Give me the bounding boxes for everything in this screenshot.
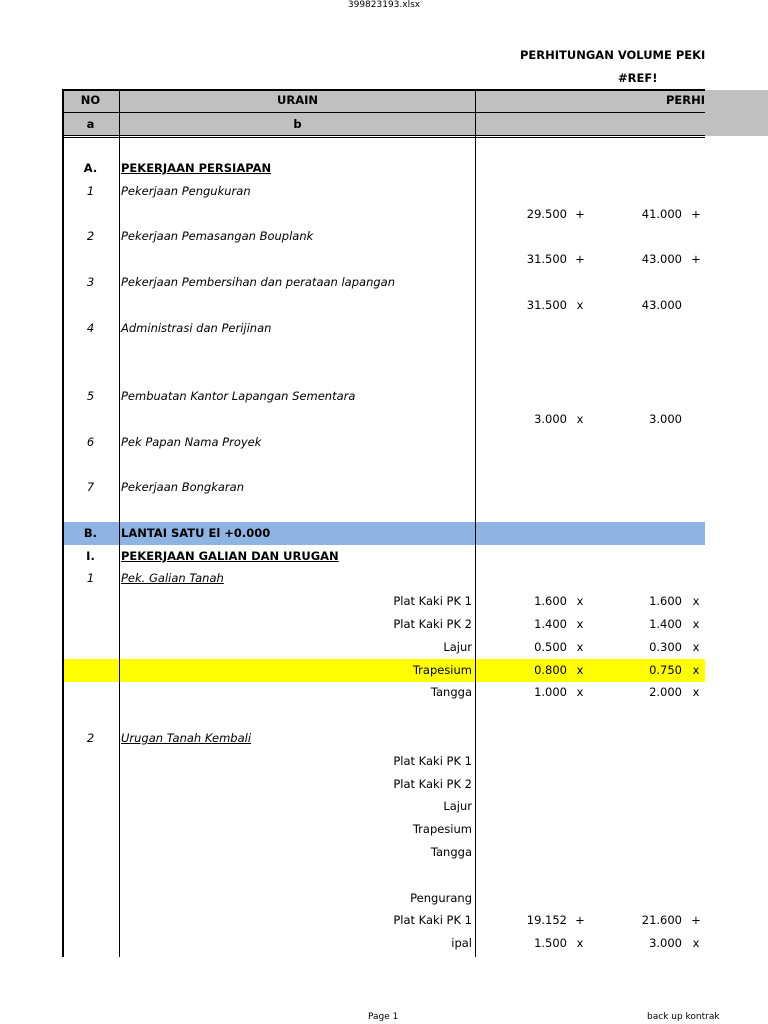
row-number-cell: 2 (86, 229, 95, 244)
operator-cell: x (692, 685, 700, 700)
operator-cell: x (576, 639, 584, 654)
description-cell: ipal (451, 936, 472, 951)
description-cell: Pekerjaan Bongkaran (121, 480, 244, 495)
document-title: PERHITUNGAN VOLUME PEKI (520, 48, 706, 62)
header-bottom-border (62, 135, 705, 136)
description-cell: Pengurang (410, 890, 472, 905)
value-cell: 43.000 (641, 297, 682, 312)
operator-cell: + (691, 206, 701, 221)
file-name-header: 399823193.xlsx (347, 0, 421, 10)
table-row (62, 476, 705, 499)
table-row (62, 704, 705, 727)
table-row (62, 499, 705, 522)
table-row (62, 590, 705, 613)
row-number-cell: B. (83, 525, 98, 540)
description-cell: LANTAI SATU El +0.000 (121, 525, 271, 540)
header-no-cell: NO (62, 89, 119, 112)
value-cell: 3.000 (649, 936, 682, 951)
header-overflow-block (704, 90, 768, 136)
table-row (62, 864, 705, 887)
col-divider-urain (475, 89, 476, 957)
row-number-cell: 5 (86, 389, 95, 403)
spreadsheet-table (62, 89, 705, 957)
table-row (62, 727, 705, 750)
operator-cell: + (691, 252, 701, 267)
description-cell: Pekerjaan Pembersihan dan perataan lapangan (121, 275, 395, 289)
table-row (62, 636, 705, 659)
table-row (62, 180, 705, 203)
value-cell: 3.000 (534, 411, 567, 426)
operator-cell: x (692, 662, 700, 677)
value-cell: 1.000 (534, 685, 567, 700)
row-number-cell: 6 (86, 434, 95, 449)
operator-cell: x (576, 411, 584, 426)
row-number-cell: I. (86, 548, 95, 563)
table-row (62, 887, 705, 910)
description-cell: Trapesium (412, 822, 472, 837)
operator-cell: x (692, 936, 700, 951)
header-double-border (62, 137, 705, 138)
description-cell: Pek. Galian Tanah (121, 571, 224, 586)
table-row (62, 317, 705, 340)
value-cell: 1.500 (534, 936, 567, 951)
col-divider-no (119, 89, 120, 957)
table-row (62, 773, 705, 796)
value-cell: 1.400 (649, 617, 682, 631)
operator-cell: x (692, 594, 700, 609)
table-row (62, 932, 705, 955)
value-cell: 1.600 (534, 594, 567, 609)
row-number-cell: 1 (86, 571, 95, 586)
table-row (62, 681, 705, 704)
table-row (62, 818, 705, 841)
value-cell: 1.400 (534, 617, 567, 631)
row-number-cell: 7 (86, 480, 95, 495)
operator-cell: x (576, 685, 584, 700)
description-cell: Plat Kaki PK 1 (393, 753, 472, 768)
description-cell: Lajur (443, 639, 472, 654)
table-row (62, 567, 705, 590)
description-cell: Pek Papan Nama Proyek (121, 434, 262, 449)
row-number-cell: A. (83, 161, 98, 175)
description-cell: Plat Kaki PK 1 (393, 913, 472, 928)
row-number-cell: 2 (86, 731, 95, 745)
header-perh-cell: PERHI (476, 89, 705, 112)
table-row (62, 431, 705, 454)
table-row (62, 248, 705, 271)
operator-cell: x (692, 617, 700, 631)
table-row (62, 659, 705, 682)
description-cell: Lajur (443, 799, 472, 814)
table-row (62, 157, 705, 180)
operator-cell: x (576, 617, 584, 631)
description-cell: PEKERJAAN GALIAN DAN URUGAN (121, 548, 339, 563)
table-row (62, 750, 705, 773)
header-no-sub-cell: a (62, 113, 119, 135)
operator-cell: + (575, 206, 585, 221)
table-row (62, 203, 705, 226)
value-cell: 0.300 (649, 639, 682, 654)
row-number-cell: 1 (86, 183, 95, 198)
table-row (62, 795, 705, 818)
value-cell: 31.500 (526, 297, 567, 312)
description-cell: Plat Kaki PK 2 (393, 776, 472, 791)
description-cell: Trapesium (412, 662, 472, 677)
value-cell: 19.152 (526, 913, 567, 928)
table-row (62, 339, 705, 362)
description-cell: Plat Kaki PK 2 (393, 617, 472, 631)
table-row (62, 271, 705, 294)
description-cell: Plat Kaki PK 1 (393, 594, 472, 609)
table-row (62, 522, 705, 545)
document-subtitle: #REF! (618, 71, 658, 85)
description-cell: PEKERJAAN PERSIAPAN (121, 161, 272, 175)
operator-cell: x (576, 936, 584, 951)
description-cell: Urugan Tanah Kembali (121, 731, 252, 745)
value-cell: 31.500 (526, 252, 567, 267)
header-perh-sub-cell (476, 113, 705, 135)
page-number: Page 1 (368, 1012, 399, 1022)
operator-cell: + (575, 913, 585, 928)
value-cell: 0.800 (534, 662, 567, 677)
table-row (62, 545, 705, 568)
table-row (62, 362, 705, 385)
value-cell: 21.600 (641, 913, 682, 928)
description-cell: Administrasi dan Perijinan (121, 320, 272, 335)
header-divider (62, 112, 705, 113)
left-border (62, 89, 64, 957)
value-cell: 43.000 (641, 252, 682, 267)
header-urain-sub-cell: b (120, 113, 475, 135)
table-row (62, 613, 705, 636)
value-cell: 2.000 (649, 685, 682, 700)
description-cell: Pekerjaan Pemasangan Bouplank (121, 229, 314, 244)
value-cell: 0.750 (649, 662, 682, 677)
sheet-name: back up kontrak (647, 1012, 720, 1022)
header-urain-cell: URAIN (120, 89, 475, 112)
operator-cell: + (691, 913, 701, 928)
top-border (62, 89, 705, 91)
table-row (62, 385, 705, 408)
operator-cell: x (576, 594, 584, 609)
operator-cell: x (692, 639, 700, 654)
table-row (62, 841, 705, 864)
description-cell: Tangga (430, 845, 472, 859)
table-row (62, 909, 705, 932)
operator-cell: x (576, 297, 584, 312)
table-row (62, 453, 705, 476)
table-row (62, 225, 705, 248)
value-cell: 41.000 (641, 206, 682, 221)
row-number-cell: 3 (86, 275, 95, 289)
value-cell: 0.500 (534, 639, 567, 654)
row-number-cell: 4 (86, 320, 95, 335)
value-cell: 1.600 (649, 594, 682, 609)
description-cell: Tangga (430, 685, 472, 700)
operator-cell: + (575, 252, 585, 267)
description-cell: Pembuatan Kantor Lapangan Sementara (121, 389, 356, 403)
value-cell: 29.500 (526, 206, 567, 221)
table-row (62, 294, 705, 317)
operator-cell: x (576, 662, 584, 677)
description-cell: Pekerjaan Pengukuran (121, 183, 251, 198)
value-cell: 3.000 (649, 411, 682, 426)
table-row (62, 408, 705, 431)
